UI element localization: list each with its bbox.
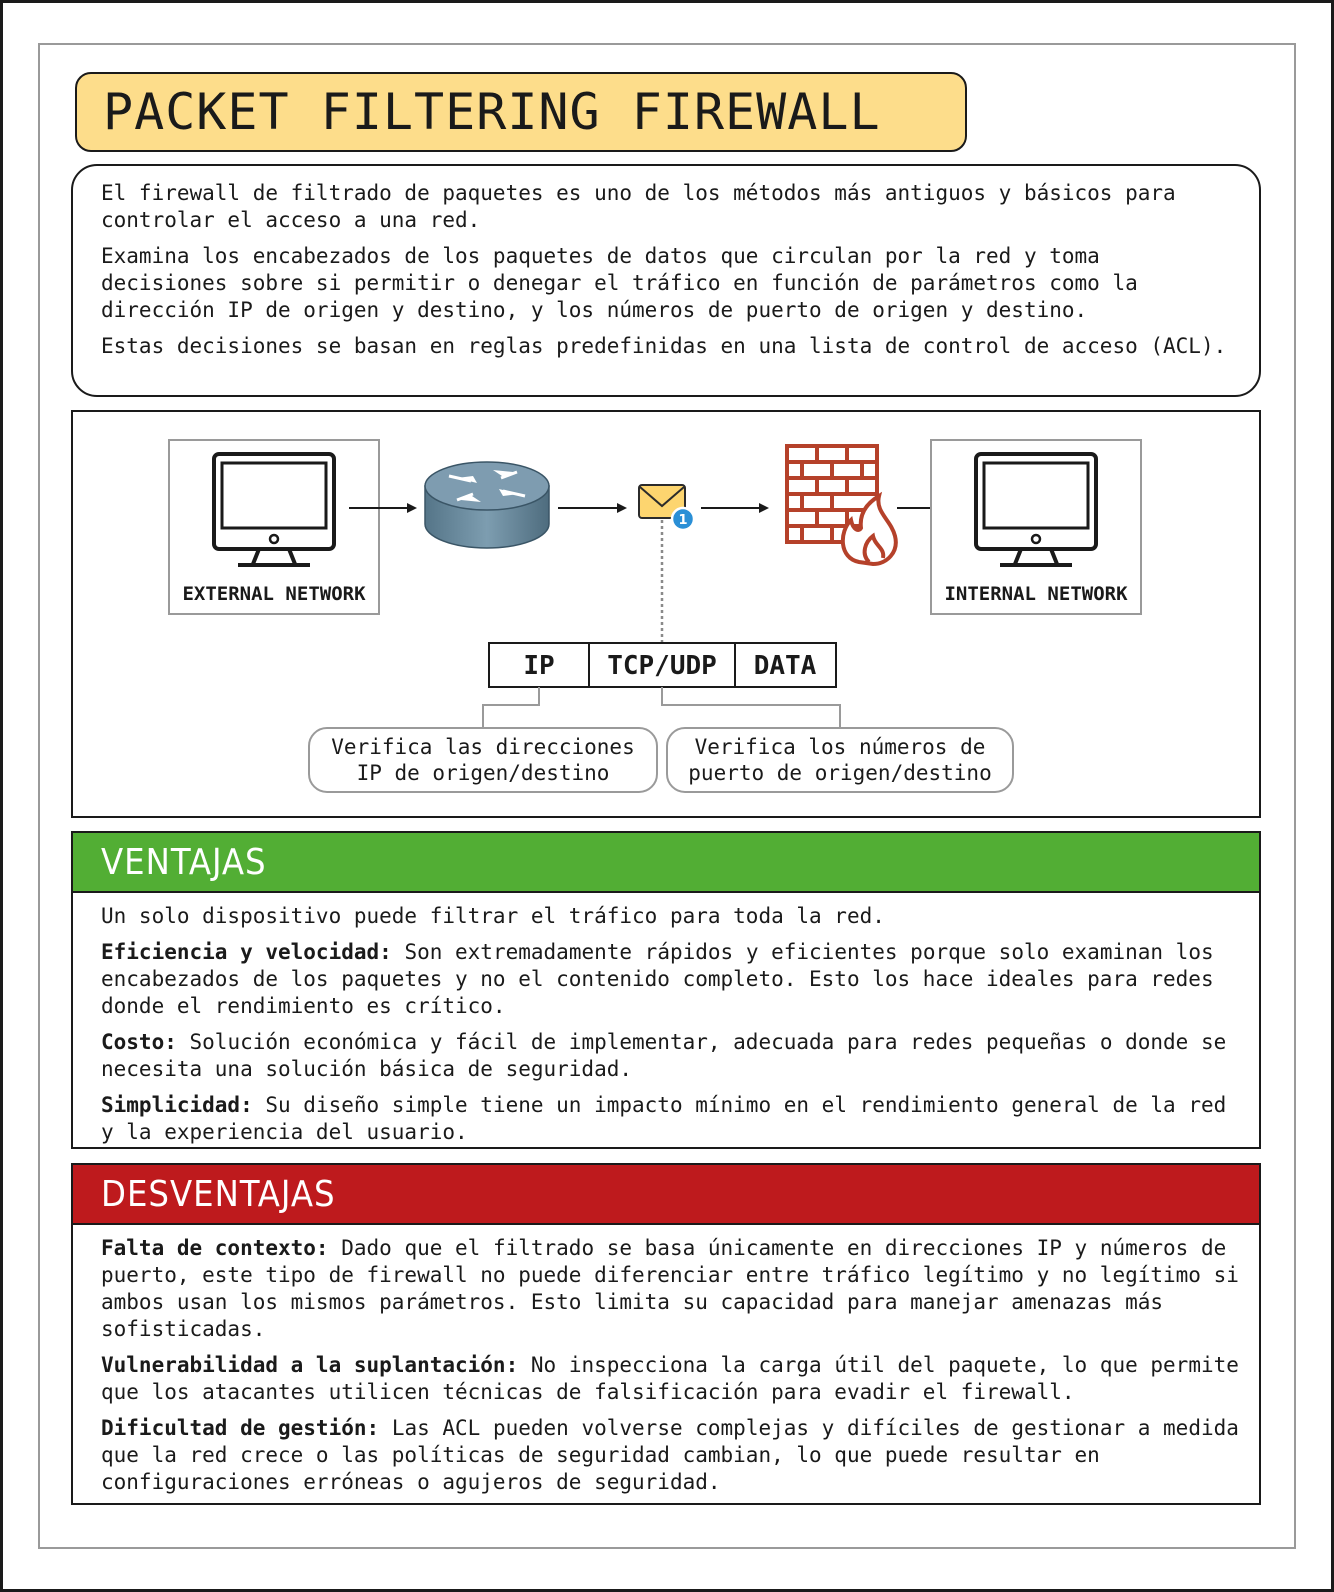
advantage-item bbox=[101, 1029, 1239, 1083]
advantages-section bbox=[71, 831, 1261, 1149]
callout-ip-line-2: IP de origen/destino bbox=[356, 761, 610, 785]
network-diagram bbox=[71, 410, 1261, 818]
packet-field-data: DATA bbox=[753, 651, 817, 681]
callout-ip-check bbox=[309, 728, 657, 792]
disadvantage-item bbox=[101, 1415, 1239, 1496]
external-network-node bbox=[169, 440, 379, 614]
external-network-label: EXTERNAL NETWORK bbox=[182, 583, 366, 605]
callout-connector bbox=[662, 687, 840, 728]
callout-connector bbox=[483, 687, 539, 728]
packet-envelope-icon bbox=[639, 485, 694, 530]
internal-network-label: INTERNAL NETWORK bbox=[944, 583, 1128, 605]
advantage-item bbox=[101, 1092, 1239, 1146]
advantage-item bbox=[101, 903, 1239, 930]
intro-paragraph: El firewall de filtrado de paquetes es uno de los métodos más antiguos y básicos para controlar el acceso a una red. bbox=[101, 181, 1176, 232]
firewall-icon bbox=[787, 446, 896, 564]
advantage-text: Solución económica y fácil de implementar, adecuada para redes pequeñas o donde se necesita una solución básica de seguridad. bbox=[101, 1030, 1227, 1081]
badge-count: 1 bbox=[678, 513, 688, 528]
advantages-header bbox=[73, 833, 1259, 893]
advantage-text: Un solo dispositivo puede filtrar el tráfico para toda la red. bbox=[101, 904, 885, 928]
advantage-term: Simplicidad: bbox=[101, 1093, 253, 1117]
callout-port-line-2: puerto de origen/destino bbox=[688, 761, 992, 785]
disadvantages-heading: DESVENTAJAS bbox=[101, 1173, 336, 1215]
callout-port-line-1: Verifica los números de bbox=[694, 735, 986, 759]
disadvantage-text: Dado que el filtrado se basa únicamente en direcciones IP y números de puerto, este tipo de firewall no puede diferenciar entre tráfico legítimo y no legítimo si ambos usan los mismos parámetros. Esto limita su capacidad para manejar amenazas más sofisticadas. bbox=[101, 1236, 1239, 1341]
disadvantages-section bbox=[71, 1163, 1261, 1505]
intro-paragraph: Estas decisiones se basan en reglas predefinidas en una lista de control de acceso (ACL). bbox=[101, 334, 1227, 358]
packet-field-ip: IP bbox=[523, 651, 555, 681]
page-title: PACKET FILTERING FIREWALL bbox=[103, 83, 881, 141]
internal-network-node bbox=[931, 440, 1141, 614]
disadvantage-text: No inspecciona la carga útil del paquete, lo que permite que los atacantes utilicen técnicas de falsificación para evadir el firewall. bbox=[101, 1353, 1239, 1404]
advantages-heading: VENTAJAS bbox=[101, 841, 267, 883]
callout-port-check bbox=[667, 728, 1013, 792]
packet-structure bbox=[489, 643, 836, 687]
disadvantage-text: Las ACL pueden volverse complejas y difíciles de gestionar a medida que la red crece o las políticas de seguridad cambian, lo que puede resultar en configuraciones erróneas o agujeros de seguridad. bbox=[101, 1416, 1239, 1494]
disadvantages-header bbox=[73, 1165, 1259, 1225]
disadvantages-list bbox=[73, 1225, 1259, 1502]
title-banner bbox=[75, 72, 967, 152]
callout-ip-line-1: Verifica las direcciones bbox=[331, 735, 635, 759]
router-icon bbox=[425, 462, 549, 548]
advantage-text: Su diseño simple tiene un impacto mínimo en el rendimiento general de la red y la experiencia del usuario. bbox=[101, 1093, 1227, 1144]
disadvantage-item bbox=[101, 1235, 1239, 1343]
intro-paragraph: Examina los encabezados de los paquetes de datos que circulan por la red y toma decisiones sobre si permitir o denegar el tráfico en función de parámetros como la dirección IP de origen y destino, y los números de puerto de origen y destino. bbox=[101, 244, 1138, 322]
advantages-list bbox=[73, 893, 1259, 1152]
packet-field-tcp-udp: TCP/UDP bbox=[607, 651, 717, 681]
disadvantage-term: Falta de contexto: bbox=[101, 1236, 329, 1260]
disadvantage-item bbox=[101, 1352, 1239, 1406]
intro-box bbox=[71, 164, 1261, 397]
advantage-term: Costo: bbox=[101, 1030, 177, 1054]
advantage-text: Son extremadamente rápidos y eficientes porque solo examinan los encabezados de los paquetes y no el contenido completo. Esto los hace ideales para redes donde el rendimiento es crítico. bbox=[101, 940, 1214, 1018]
advantage-item bbox=[101, 939, 1239, 1020]
disadvantage-term: Dificultad de gestión: bbox=[101, 1416, 380, 1440]
disadvantage-term: Vulnerabilidad a la suplantación: bbox=[101, 1353, 519, 1377]
advantage-term: Eficiencia y velocidad: bbox=[101, 940, 392, 964]
diagram-canvas bbox=[73, 412, 1263, 820]
